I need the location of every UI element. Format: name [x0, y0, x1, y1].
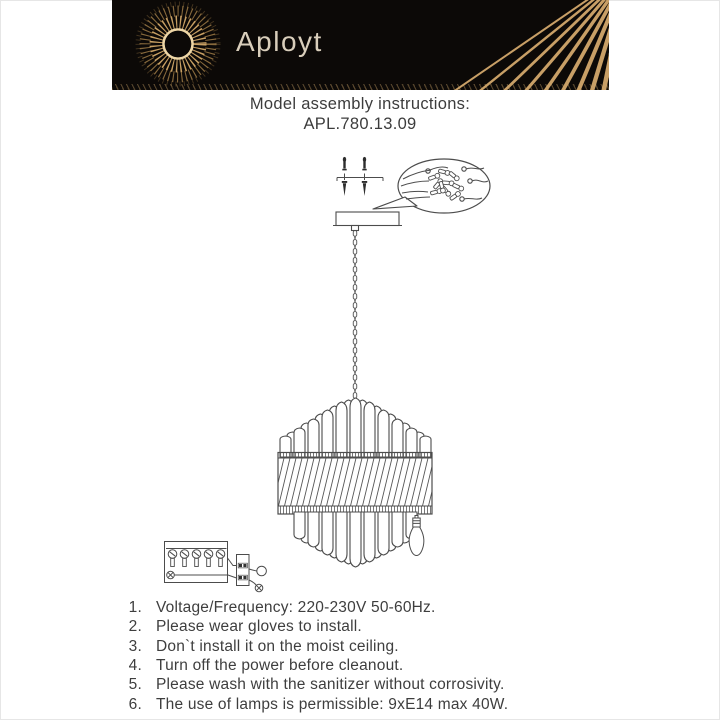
- screws-in-hand-callout: [373, 159, 490, 213]
- instruction-item: [0, 617, 720, 636]
- crystal-crown-top: [280, 398, 431, 457]
- item-text: Please wash with the sanitizer without corrosivity.: [156, 676, 505, 694]
- item-text: Turn off the power before cleanout.: [156, 657, 404, 675]
- item-text: Please wear gloves to install.: [156, 618, 362, 636]
- hanging-chain: [353, 230, 358, 403]
- instructions-list: [0, 598, 720, 714]
- title-block: [0, 95, 720, 134]
- item-text: Don`t install it on the moist ceiling.: [156, 637, 399, 655]
- banner-decoration: [112, 0, 609, 90]
- crystal-crown-bottom: [294, 512, 417, 567]
- ceiling-canopy: [333, 212, 402, 231]
- brand-banner: [112, 0, 609, 90]
- light-rays-icon: [450, 0, 609, 90]
- item-number: 4.: [128, 657, 142, 675]
- instruction-item: [0, 675, 720, 694]
- item-number: 3.: [128, 637, 142, 655]
- item-number: 5.: [128, 676, 142, 694]
- item-text: Voltage/Frequency: 220-230V 50-60Hz.: [156, 599, 436, 616]
- item-number: 1.: [128, 599, 142, 616]
- item-number: 6.: [128, 695, 142, 713]
- wall-plugs-and-screws: [337, 157, 383, 196]
- item-text: The use of lamps is permissible: 9xE14 max 40W.: [156, 695, 509, 713]
- terminal-block-wiring-diagram: [165, 542, 267, 592]
- banner-fringe-pattern: [112, 84, 609, 90]
- item-number: 2.: [128, 618, 142, 636]
- starburst-icon: [138, 4, 218, 84]
- chandelier-assembly-drawing: [100, 150, 520, 595]
- instruction-item: [0, 656, 720, 675]
- instruction-item: [0, 598, 720, 617]
- instruction-item: [0, 637, 720, 656]
- pleated-drum-shade: [278, 453, 432, 515]
- instruction-item: [0, 695, 720, 714]
- page-title: Model assembly instructions:: [249, 95, 471, 113]
- brand-logotype: Aployt: [236, 26, 323, 57]
- model-code: APL.780.13.09: [303, 114, 417, 133]
